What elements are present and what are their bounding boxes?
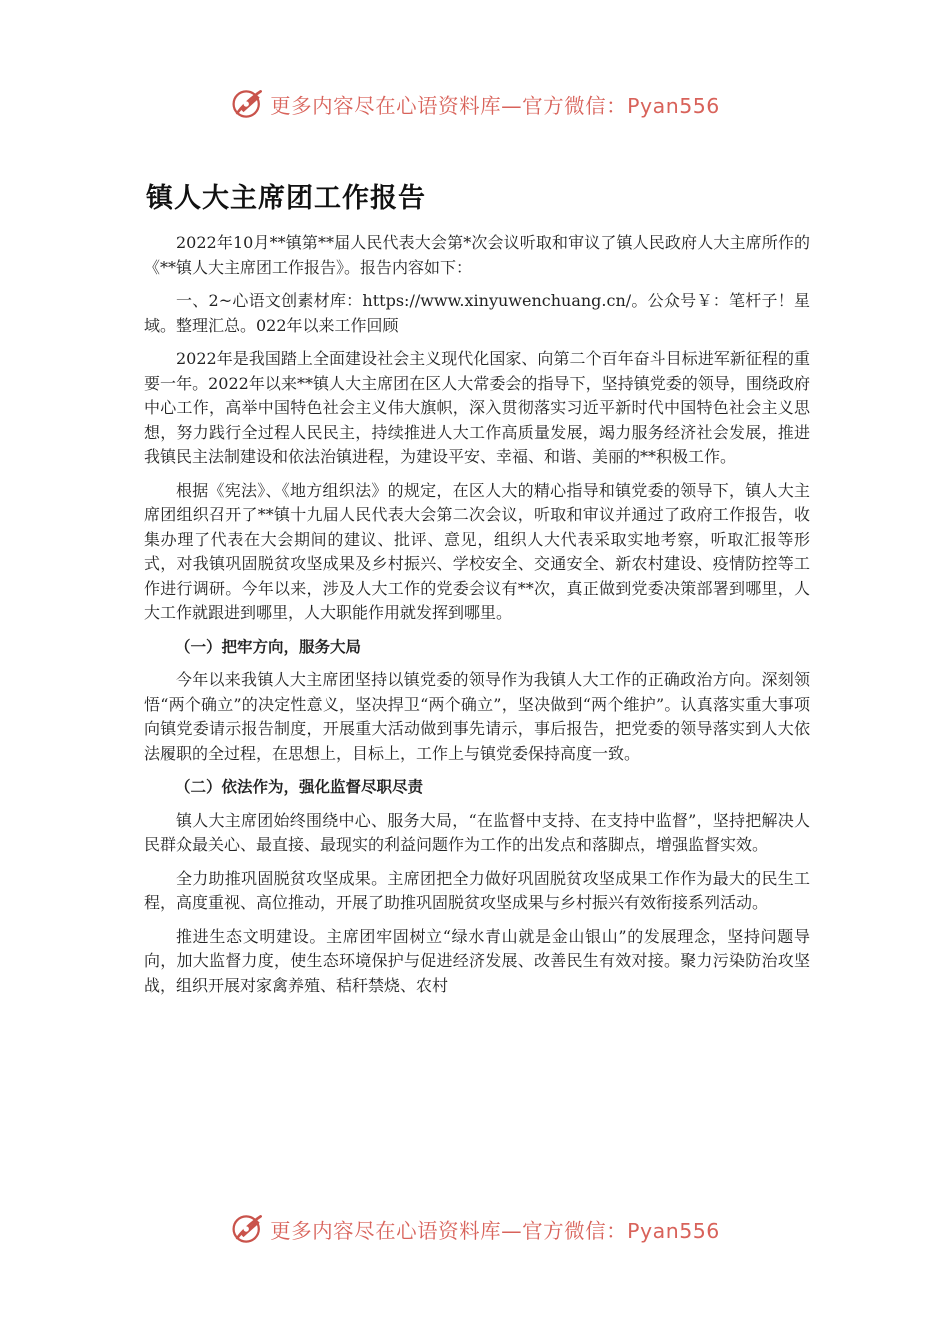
subheading-direction: （一）把牢方向，服务大局 <box>175 637 362 656</box>
section-heading-review: 一、2~心语文创素材库：https://www.xinyuwenchuang.cn/。公众号￥：笔杆子！星域。整理汇总。022年以来工作回顾 <box>144 291 810 335</box>
body-paragraph: 镇人大主席团始终围绕中心、服务大局，“在监督中支持、在支持中监督”，坚持把解决人民群众最关心、最直接、最现实的利益问题作为工作的出发点和落脚点，增强监督实效。 <box>144 810 810 854</box>
banner-text: 更多内容尽在心语资料库—官方微信：Pyan556 <box>270 1219 720 1243</box>
subheading-supervision: （二）依法作为，强化监督尽职尽责 <box>175 778 424 796</box>
intro-paragraph: 2022年10月**镇第**届人民代表大会第*次会议听取和审议了镇人民政府人大主席所作的《**镇人大主席团工作报告》。报告内容如下： <box>144 233 810 277</box>
body-paragraph: 2022年是我国踏上全面建设社会主义现代化国家、向第二个百年奋斗目标进军新征程的重要一年。2022年以来**镇人大主席团在区人大常委会的指导下，坚持镇党委的领导，围绕政府中心工作，高举中国特色社会主义伟大旗帜，深入贯彻落实习近平新时代中国特色社会主义思想，努力践行全过程人民民主，持续推进人大工作高质量发展，竭力服务经济社会发展，推进我镇民主法制建设和依法治镇进程，为建设平安、幸福、和谐、美丽的**积极工作。 <box>144 349 810 466</box>
banner-text: 更多内容尽在心语资料库—官方微信：Pyan556 <box>270 94 720 118</box>
pen-logo-icon <box>230 1211 266 1247</box>
body-paragraph: 今年以来我镇人大主席团坚持以镇党委的领导作为我镇人大工作的正确政治方向。深刻领悟“两个确立”的决定性意义，坚决捍卫“两个确立”，坚决做到“两个维护”。认真落实重大事项向镇党委请示报告制度，开展重大活动做到事先请示，事后报告，把党委的领导落实到人大依法履职的全过程，在思想上，目标上，工作上与镇党委保持高度一致。 <box>144 670 810 763</box>
document-title: 镇人大主席团工作报告 <box>146 183 426 214</box>
body-paragraph: 全力助推巩固脱贫攻坚成果。主席团把全力做好巩固脱贫攻坚成果工作作为最大的民生工程，高度重视、高位推动，开展了助推巩固脱贫攻坚成果与乡村振兴有效衔接系列活动。 <box>144 868 810 912</box>
pen-logo-icon <box>230 86 266 122</box>
document-body <box>144 231 810 1007</box>
body-paragraph: 根据《宪法》、《地方组织法》的规定，在区人大的精心指导和镇党委的领导下，镇人大主席团组织召开了**镇十九届人民代表大会第二次会议，听取和审议并通过了政府工作报告，收集办理了代表在大会期间的建议、批评、意见，组织人大代表采取实地考察，听取汇报等形式，对我镇巩固脱贫攻坚成果及乡村振兴、学校安全、交通安全、新农村建设、疫情防控等工作进行调研。今年以来，涉及人大工作的党委会议有**次，真正做到党委决策部署到哪里，人大工作就跟进到哪里，人大职能作用就发挥到哪里。 <box>144 480 810 622</box>
header-banner <box>0 82 950 126</box>
body-paragraph: 推进生态文明建设。主席团牢固树立“绿水青山就是金山银山”的发展理念，坚持问题导向，加大监督力度，使生态环境保护与促进经济发展、改善民生有效对接。聚力污染防治攻坚战，组织开展对家禽养殖、秸秆禁烧、农村 <box>144 926 810 995</box>
footer-banner <box>0 1207 950 1251</box>
